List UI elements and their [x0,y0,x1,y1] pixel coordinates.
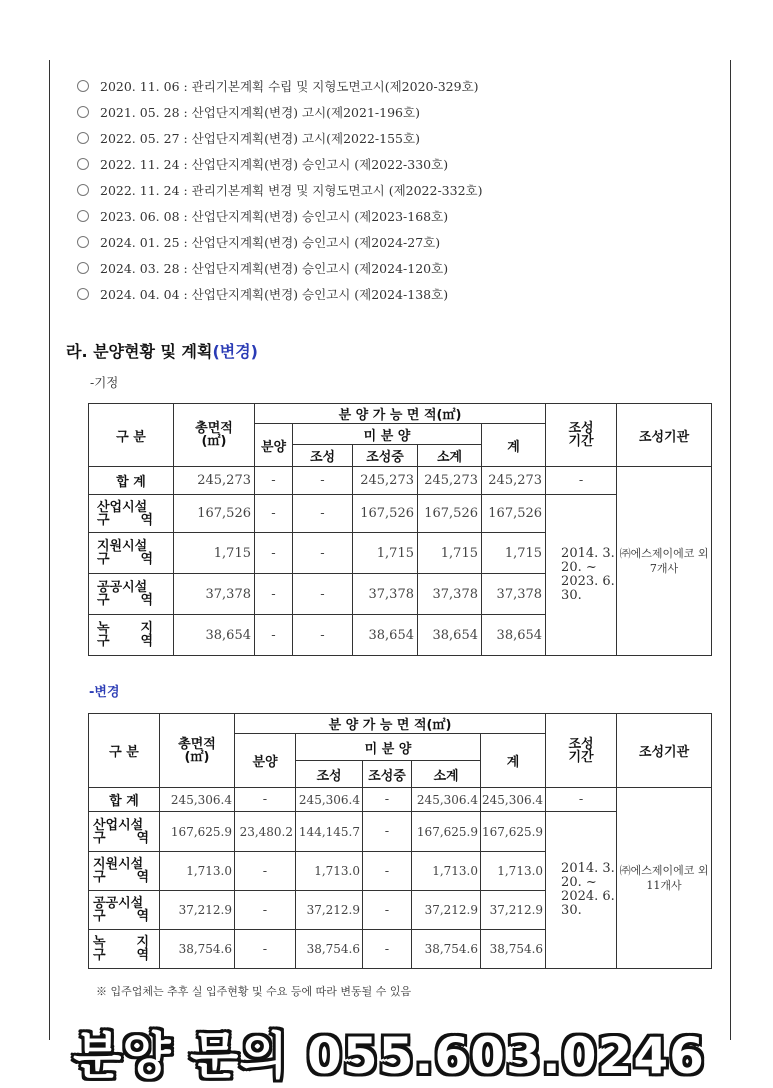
cell-total: 1,713.0 [160,852,235,891]
row-name: 녹 지 구 역 [89,615,174,656]
row-name: 합 계 [89,788,160,812]
header-unsold: 미 분 양 [293,424,482,445]
header-sum: 계 [482,424,546,467]
history-item: 2022. 11. 24 : 관리기본계획 변경 및 지형도면고시 (제2022-332호) [77,181,483,207]
cell-subtotal: 167,625.9 [412,812,481,852]
circle-bullet-icon [77,210,89,222]
header-developing: 조성중 [353,445,418,467]
cell-sold: 23,480.2 [235,812,296,852]
cell-sold: - [235,930,296,969]
cell-sum: 38,754.6 [481,930,546,969]
header-available-area: 분 양 가 능 면 적(㎡) [235,714,546,734]
cell-total: 167,526 [174,495,255,533]
history-item: 2024. 03. 28 : 산업단지계획(변경) 승인고시 (제2024-120호) [77,259,483,285]
cell-subtotal: 38,754.6 [412,930,481,969]
cell-subtotal: 37,378 [418,574,482,615]
circle-bullet-icon [77,80,89,92]
row-name: 녹 지 구 역 [89,930,160,969]
circle-bullet-icon [77,262,89,274]
row-name: 공공시설 구 역 [89,891,160,930]
circle-bullet-icon [77,184,89,196]
cell-developing: - [363,930,412,969]
cell-sum: 167,526 [482,495,546,533]
table-row [89,788,712,812]
sales-inquiry-banner: 분양 문의 055.603.0246 [73,1026,705,1085]
header-developed: 조성 [296,761,363,788]
changed-sales-table [88,713,712,969]
section-title-change: (변경) [212,342,258,361]
history-item: 2021. 05. 28 : 산업단지계획(변경) 고시(제2021-196호) [77,103,483,129]
section-title: 라. 분양현황 및 계획(변경) [66,342,258,361]
row-name: 산업시설 구 역 [89,812,160,852]
header-agency: 조성기관 [617,714,712,788]
cell-sum: 245,306.4 [481,788,546,812]
table-row [89,467,712,495]
cell-subtotal: 37,212.9 [412,891,481,930]
history-item: 2022. 05. 27 : 산업단지계획(변경) 고시(제2022-155호) [77,129,483,155]
header-category: 구 분 [89,404,174,467]
cell-total: 245,273 [174,467,255,495]
header-agency: 조성기관 [617,404,712,467]
cell-developing: 37,378 [353,574,418,615]
cell-sold: - [255,574,293,615]
cell-developed: - [293,495,353,533]
cell-developing: 38,654 [353,615,418,656]
cell-developing: - [363,891,412,930]
history-item: 2024. 04. 04 : 산업단지계획(변경) 승인고시 (제2024-138호) [77,285,483,311]
header-developing: 조성중 [363,761,412,788]
cell-total: 245,306.4 [160,788,235,812]
cell-agency: ㈜에스제이에코 외 7개사 [617,467,712,656]
history-item: 2020. 11. 06 : 관리기본계획 수립 및 지형도면고시(제2020-329호) [77,77,483,103]
cell-developing: - [363,852,412,891]
cell-sold: - [255,495,293,533]
history-item: 2024. 01. 25 : 산업단지계획(변경) 승인고시 (제2024-27호) [77,233,483,259]
footnote: ※ 입주업체는 추후 실 입주현황 및 수요 등에 따라 변동될 수 있음 [96,985,412,998]
cell-developed: 37,212.9 [296,891,363,930]
circle-bullet-icon [77,106,89,118]
cell-period: - [546,788,617,812]
cell-total: 1,715 [174,533,255,574]
changed-label: -변경 [89,685,120,700]
cell-developed: - [293,467,353,495]
cell-developing: - [363,812,412,852]
cell-developed: 38,754.6 [296,930,363,969]
header-total-area: 총면적 (㎡) [160,714,235,788]
cell-subtotal: 245,273 [418,467,482,495]
cell-developed: - [293,533,353,574]
history-list [77,77,483,311]
cell-developed: 1,713.0 [296,852,363,891]
cell-developed: - [293,615,353,656]
cell-sum: 1,713.0 [481,852,546,891]
header-total-area: 총면적 (㎡) [174,404,255,467]
circle-bullet-icon [77,132,89,144]
row-name: 공공시설 구 역 [89,574,174,615]
header-period: 조성 기간 [546,404,617,467]
cell-sum: 38,654 [482,615,546,656]
cell-subtotal: 1,713.0 [412,852,481,891]
cell-sold: - [255,467,293,495]
cell-sum: 37,212.9 [481,891,546,930]
row-name: 합 계 [89,467,174,495]
row-name: 지원시설 구 역 [89,533,174,574]
circle-bullet-icon [77,288,89,300]
existing-sales-table [88,403,712,656]
cell-period: 2014. 3. 20. ~ 2023. 6. 30. [546,495,617,656]
cell-sum: 245,273 [482,467,546,495]
header-subtotal: 소계 [412,761,481,788]
cell-sold: - [235,788,296,812]
cell-total: 167,625.9 [160,812,235,852]
header-category: 구 분 [89,714,160,788]
header-available-area: 분 양 가 능 면 적(㎡) [255,404,546,424]
cell-sum: 167,625.9 [481,812,546,852]
cell-subtotal: 1,715 [418,533,482,574]
cell-developed: 245,306.4 [296,788,363,812]
cell-total: 37,378 [174,574,255,615]
cell-subtotal: 245,306.4 [412,788,481,812]
history-item: 2022. 11. 24 : 산업단지계획(변경) 승인고시 (제2022-330호) [77,155,483,181]
cell-sum: 1,715 [482,533,546,574]
row-name: 산업시설 구 역 [89,495,174,533]
existing-label: -기정 [90,375,119,390]
header-unsold: 미 분 양 [296,734,481,761]
cell-sold: - [255,615,293,656]
cell-period: - [546,467,617,495]
circle-bullet-icon [77,236,89,248]
history-item: 2023. 06. 08 : 산업단지계획(변경) 승인고시 (제2023-168호) [77,207,483,233]
circle-bullet-icon [77,158,89,170]
cell-developing: 245,273 [353,467,418,495]
cell-total: 37,212.9 [160,891,235,930]
row-name: 지원시설 구 역 [89,852,160,891]
cell-sold: - [255,533,293,574]
cell-sold: - [235,852,296,891]
cell-subtotal: 38,654 [418,615,482,656]
cell-total: 38,754.6 [160,930,235,969]
cell-sum: 37,378 [482,574,546,615]
header-sum: 계 [481,734,546,788]
header-period: 조성 기간 [546,714,617,788]
cell-subtotal: 167,526 [418,495,482,533]
cell-sold: - [235,891,296,930]
cell-agency: ㈜에스제이에코 외 11개사 [617,788,712,969]
header-sold: 분양 [255,424,293,467]
cell-developing: 1,715 [353,533,418,574]
cell-total: 38,654 [174,615,255,656]
cell-developed: - [293,574,353,615]
header-subtotal: 소계 [418,445,482,467]
cell-developing: - [363,788,412,812]
cell-developing: 167,526 [353,495,418,533]
cell-period: 2014. 3. 20. ~ 2024. 6. 30. [546,812,617,969]
header-developed: 조성 [293,445,353,467]
cell-developed: 144,145.7 [296,812,363,852]
header-sold: 분양 [235,734,296,788]
